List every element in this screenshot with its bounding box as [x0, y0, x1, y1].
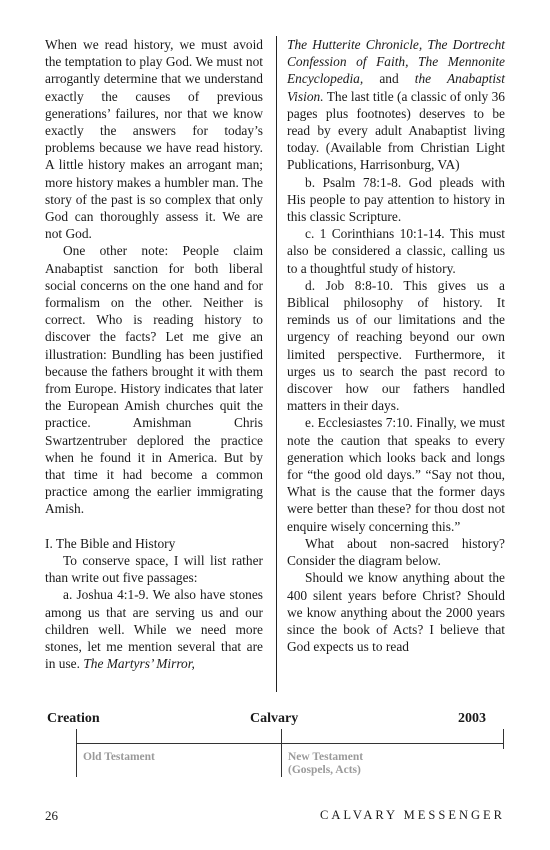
book-titles-text: The last title (a classic of only 36 pages plus footnotes) deserves to be read by every adult Anabaptist living today. (Available from Christian Light Publications, Harrisonburg, VA): [287, 88, 505, 173]
magazine-name: CALVARY MESSENGER: [320, 808, 505, 822]
paragraph-corinthians: c. 1 Corinthians 10:1-14. This must also be considered a classic, calling us to a thoughtful study of history.: [287, 226, 505, 276]
joshua-text: a. Joshua 4:1-9. We also have stones among us that are serving us and our children well. While we need more stones, let me mention several that are in use.: [45, 587, 263, 672]
book-titles-italic: The Hutterite Chronicle, The Dortrecht Confession of Faith, The Mennonite Encyclopedia,: [287, 37, 505, 87]
section-heading-bible-history: I. The Bible and History: [45, 535, 176, 551]
paragraph-other-note: One other note: People claim Anabaptist sanction for both liberal social concerns on the one hand and for formalism on the other. Neither is correct. Who is reading history to discover the facts? Let me give an illustration: Bundling has been justified because the fathers brought it with them from Europe. History indicates that later the European Amish churches quit the practice. Amishman Chris Swartzentruber deplored the practice when he found it in America. But by that time it had become a common practice among the earlier immigrating Amish.: [45, 243, 263, 517]
paragraph-job: d. Job 8:8-10. This gives us a Biblical philosophy of history. It reminds us of our limitations and the urgency of reaching beyond our own limited perspective. Furthermore, it urges us to search the past record to discover how our fathers handled matters in their days.: [287, 277, 505, 414]
left-column: [45, 36, 263, 672]
timeline-tick-creation: [76, 729, 77, 777]
timeline-line: [76, 743, 503, 744]
timeline-label-calvary: Calvary: [250, 711, 299, 726]
paragraph-non-sacred: What about non-sacred history? Consider the diagram below.: [287, 535, 505, 569]
timeline-label-creation: Creation: [47, 711, 100, 726]
timeline-label-year: 2003: [458, 711, 486, 726]
page-number: 26: [45, 808, 58, 823]
anabaptist-vision-title: the Anabaptist Vision.: [287, 71, 505, 104]
timeline-tick-2003: [503, 729, 504, 749]
timeline-new-testament: [288, 751, 363, 777]
paragraph-joshua: [45, 586, 263, 672]
paragraph-five-passages: To conserve space, I will list rather than write out five passages:: [45, 552, 263, 586]
paragraph-psalm: b. Psalm 78:1-8. God pleads with His people to pay attention to history in this classic Scripture.: [287, 174, 505, 225]
page-footer: [45, 808, 505, 824]
paragraph-history-temptation: When we read history, we must avoid the temptation to play God. We must not arrogantly determine that we understand exactly the causes of previous generations’ failures, nor that we know exactly the answers for today’s problems because we have read history. A little history makes an arrogant man; more history makes a humbler man. The story of the past is so complex that only God can thoroughly assess it. We are not God.: [45, 37, 263, 242]
book-titles-and: and: [363, 71, 415, 87]
paragraph-ecclesiastes: e. Ecclesiastes 7:10. Finally, we must note the caution that speaks to every generation which looks back and longs for “the good old days.” “Say not thou, What is the cause that the former days were better than these? for thou dost not enquire wisely concerning this.”: [287, 415, 505, 534]
timeline-tick-calvary: [281, 729, 282, 777]
martyrs-mirror-title: The Martyrs’ Mirror,: [83, 656, 195, 672]
timeline-new-testament-line2: (Gospels, Acts): [288, 764, 361, 776]
column-divider: [276, 36, 277, 692]
timeline-new-testament-line1: New Testament: [288, 751, 364, 763]
timeline-old-testament: Old Testament: [83, 751, 155, 763]
history-timeline-diagram: [45, 709, 505, 779]
paragraph-book-titles: [287, 36, 505, 174]
paragraph-silent-years: Should we know anything about the 400 silent years before Christ? Should we know anything about the 2000 years since the book of Acts? I believe that God expects us to read: [287, 570, 505, 655]
right-column: [287, 36, 505, 655]
